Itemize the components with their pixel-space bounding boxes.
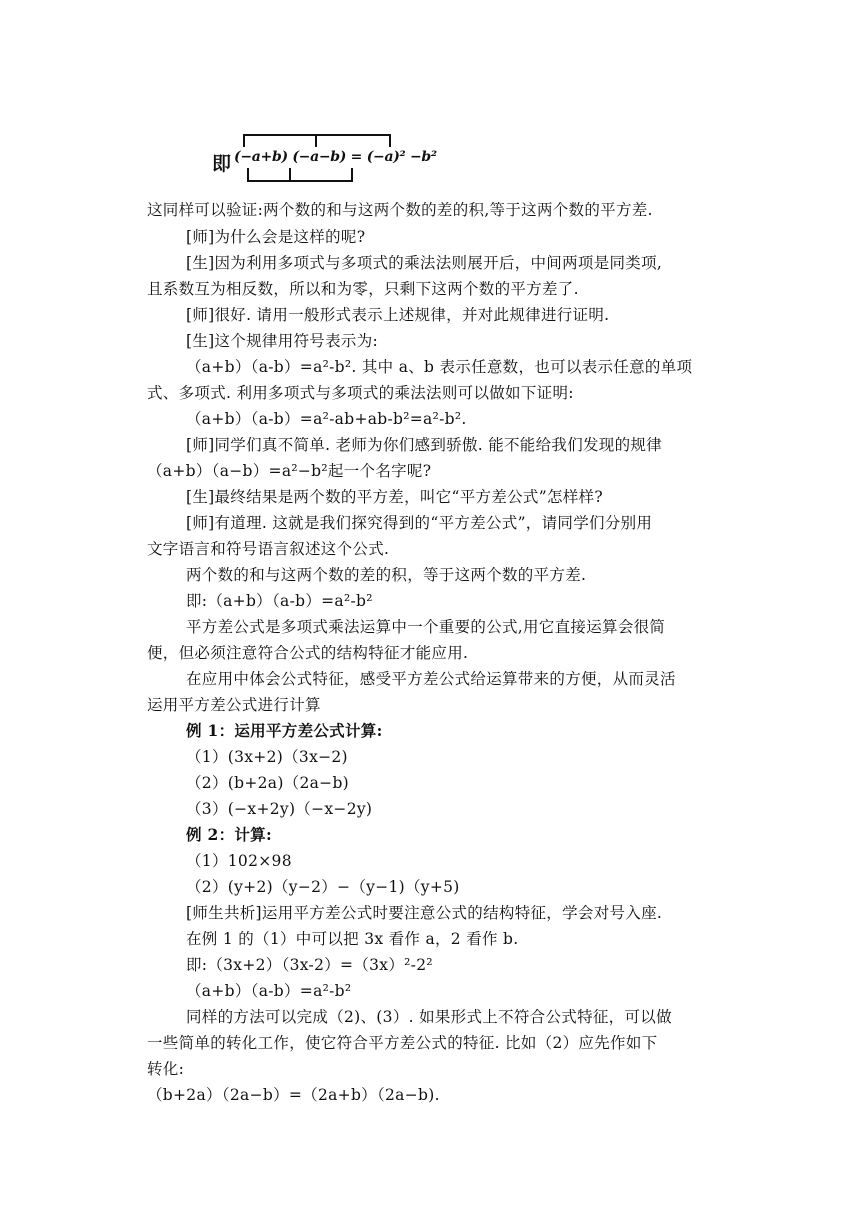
- text-line: [师]很好. 请用一般形式表示上述规律，并对此规律进行证明.: [186, 306, 610, 324]
- text-line: 且系数互为相反数，所以和为零，只剩下这两个数的平方差了.: [147, 280, 579, 298]
- text-line: 一些简单的转化工作，使它符合平方差公式的特征. 比如（2）应先作如下: [147, 1034, 658, 1052]
- example-item: （3）(−x+2y)（−x−2y): [186, 800, 373, 818]
- text-line: 两个数的和与这两个数的差的积，等于这两个数的平方差.: [186, 566, 587, 584]
- text-line: （a+b）（a−b）=a²−b²起一个名字呢?: [147, 462, 432, 480]
- text-line: 平方差公式是多项式乘法运算中一个重要的公式,用它直接运算会很简: [186, 618, 666, 636]
- text-line: （a+b）（a-b）=a²-b². 其中 a、b 表示任意数，也可以表示任意的单项: [186, 358, 693, 376]
- formula-image: [212, 130, 437, 188]
- example-item: （2）(y+2)（y−2）−（y−1)（y+5): [186, 878, 460, 896]
- text-line: （a+b）（a-b）=a²-b²: [186, 982, 352, 1000]
- text-line: [师]同学们真不简单. 老师为你们感到骄傲. 能不能给我们发现的规律: [186, 436, 663, 454]
- example-item: （1）(3x+2)（3x−2): [186, 748, 348, 766]
- text-line: [师]有道理. 这就是我们探究得到的“平方差公式”，请同学们分别用: [186, 514, 653, 532]
- text-line: 即:（3x+2）（3x-2）=（3x）²-2²: [186, 956, 433, 974]
- text-line: 同样的方法可以完成（2)、(3）. 如果形式上不符合公式特征，可以做: [186, 1008, 672, 1026]
- text-line: （b+2a）（2a−b）=（2a+b）（2a−b).: [147, 1086, 440, 1104]
- formula-prefix: 即: [212, 153, 232, 175]
- text-line: 在例 1 的（1）中可以把 3x 看作 a，2 看作 b.: [186, 930, 519, 948]
- text-line: [生]最终结果是两个数的平方差，叫它“平方差公式”怎样样?: [186, 488, 603, 506]
- example-2-heading: 例 2：计算:: [186, 825, 273, 844]
- text-line: [生]这个规律用符号表示为:: [186, 332, 379, 350]
- text-line: 式、多项式. 利用多项式与多项式的乘法法则可以做如下证明:: [147, 384, 574, 402]
- example-item: （2）(b+2a)（2a−b): [186, 774, 350, 792]
- text-line: [师生共析]运用平方差公式时要注意公式的结构特征，学会对号入座.: [186, 904, 663, 922]
- text-line: [师]为什么会是这样的呢?: [186, 228, 366, 246]
- text-line: （a+b）（a-b）=a²-ab+ab-b²=a²-b².: [186, 410, 467, 428]
- text-line: 转化:: [147, 1060, 185, 1078]
- text-line: [生]因为利用多项式与多项式的乘法法则展开后，中间两项是同类项,: [186, 254, 663, 272]
- text-line: 即:（a+b）（a-b）=a²-b²: [186, 592, 373, 610]
- text-line: 便，但必须注意符合公式的结构特征才能应用.: [147, 644, 469, 662]
- example-item: （1）102×98: [186, 852, 292, 870]
- text-line: 这同样可以验证:两个数的和与这两个数的差的积,等于这两个数的平方差.: [147, 201, 653, 219]
- formula-expression: (−a+b) (−a−b) = (−a)² −b²: [234, 149, 437, 165]
- text-line: 文字语言和符号语言叙述这个公式.: [147, 540, 390, 558]
- text-line: 运用平方差公式进行计算: [147, 696, 321, 714]
- text-line: 在应用中体会公式特征，感受平方差公式给运算带来的方便，从而灵活: [186, 670, 676, 688]
- example-1-heading: 例 1：运用平方差公式计算:: [186, 721, 383, 740]
